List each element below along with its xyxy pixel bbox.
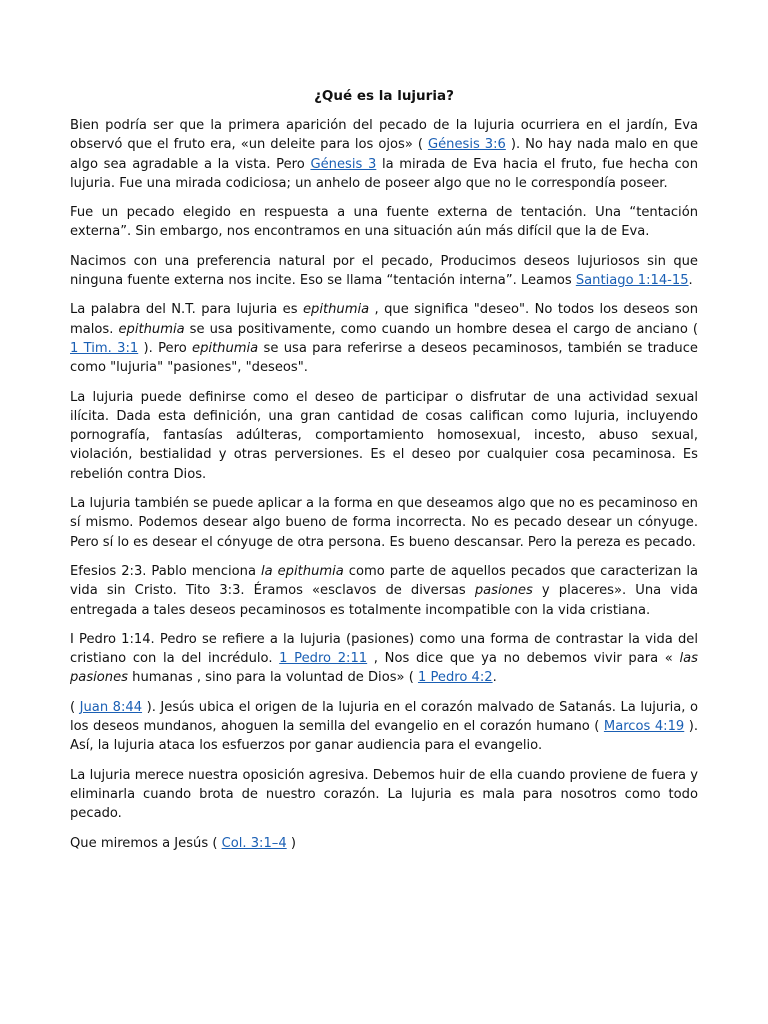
link-juan-8-44[interactable]: Juan 8:44	[79, 699, 143, 715]
paragraph-3: Nacimos con una preferencia natural por el pecado, Producimos deseos lujuriosos sin que ninguna fuente externa nos incite. Eso se llama “tentación interna”. Leamos Santiago 1:14-15.	[70, 253, 698, 289]
link-genesis-3-6[interactable]: Génesis 3:6	[427, 137, 506, 153]
link-1-tim-3-1[interactable]: 1 Tim. 3:1	[70, 340, 139, 356]
paragraph-6: La lujuria también se puede aplicar a la forma en que deseamos algo que no es pecaminoso en sí mismo. Podemos desear algo bueno de forma incorrecta. No es pecado desear un cónyuge. Pero sí lo es desear el cónyuge de otra persona. Es bueno descansar. Pero la pereza es pecado.	[70, 496, 698, 550]
link-santiago-1-14[interactable]: Santiago 1:14-15	[575, 273, 689, 289]
link-marcos-4-19[interactable]: Marcos 4:19	[603, 719, 685, 735]
paragraph-10: La lujuria merece nuestra oposición agresiva. Debemos huir de ella cuando proviene de fuera y eliminarla cuando brota de nuestro corazón. La lujuria es mala para nosotros como todo pecado.	[70, 767, 698, 822]
paragraph-5: La lujuria puede definirse como el deseo de participar o disfrutar de una actividad sexual ilícita. Dada esta definición, una gran cantidad de cosas califican como lujuria, incluyendo pornografía, fantasías adúlteras, comportamiento homosexual, incesto, abuso sexual, violación, bestialidad y otras perversiones. Es el deseo por cualquier cosa pecaminosa. Es rebelión contra Dios.	[70, 389, 698, 482]
paragraph-11: Que miremos a Jesús ( Col. 3:1–4 )	[70, 835, 296, 851]
paragraph-4: La palabra del N.T. para lujuria es epithumia , que significa "deseo". No todos los deseos son malos. epithumia se usa positivamente, como cuando un hombre desea el cargo de anciano ( 1 Tim. 3:1 ). Pero epithumia se usa para referirse a deseos pecaminosos, también se traduce como "lujuria" "pasiones", "deseos".	[70, 302, 698, 376]
document-page	[70, 86, 698, 863]
paragraph-8: I Pedro 1:14. Pedro se refiere a la lujuria (pasiones) como una forma de contrastar la vida del cristiano con la del incrédulo. 1 Pedro 2:11 , Nos dice que ya no debemos vivir para « las pasiones humanas , sino para la voluntad de Dios» ( 1 Pedro 4:2.	[70, 631, 698, 686]
link-genesis-3[interactable]: Génesis 3	[310, 156, 377, 172]
link-col-3-1[interactable]: Col. 3:1–4	[221, 835, 287, 851]
paragraph-7: Efesios 2:3. Pablo menciona la epithumia como parte de aquellos pecados que caracterizan la vida sin Cristo. Tito 3:3. Éramos «esclavos de diversas pasiones y placeres». Una vida entregada a tales deseos pecaminosos es totalmente incompatible con la vida cristiana.	[70, 563, 699, 618]
paragraph-9: ( Juan 8:44 ). Jesús ubica el origen de la lujuria en el corazón malvado de Satanás. La lujuria, o los deseos mundanos, ahoguen la semilla del evangelio en el corazón humano ( Marcos 4:19 ). Así, la lujuria ataca los esfuerzos por ganar audiencia para el evangelio.	[70, 699, 699, 754]
paragraph-2: Fue un pecado elegido en respuesta a una fuente externa de tentación. Una “tentación externa”. Sin embargo, nos encontramos en una situación aún más difícil que la de Eva.	[70, 205, 698, 240]
page-title: ¿Qué es la lujuria?	[314, 88, 454, 104]
paragraph-1: Bien podría ser que la primera aparición del pecado de la lujuria ocurriera en el jardín, Eva observó que el fruto era, «un deleite para los ojos» ( Génesis 3:6 ). No hay nada malo en que algo sea agradable a la vista. Pero Génesis 3 la mirada de Eva hacia el fruto, fue hecha con lujuria. Fue una mirada codiciosa; un anhelo de poseer algo que no le correspondía poseer.	[70, 118, 699, 191]
link-1-pedro-4-2[interactable]: 1 Pedro 4:2	[417, 670, 493, 686]
link-1-pedro-2-11[interactable]: 1 Pedro 2:11	[279, 651, 368, 667]
